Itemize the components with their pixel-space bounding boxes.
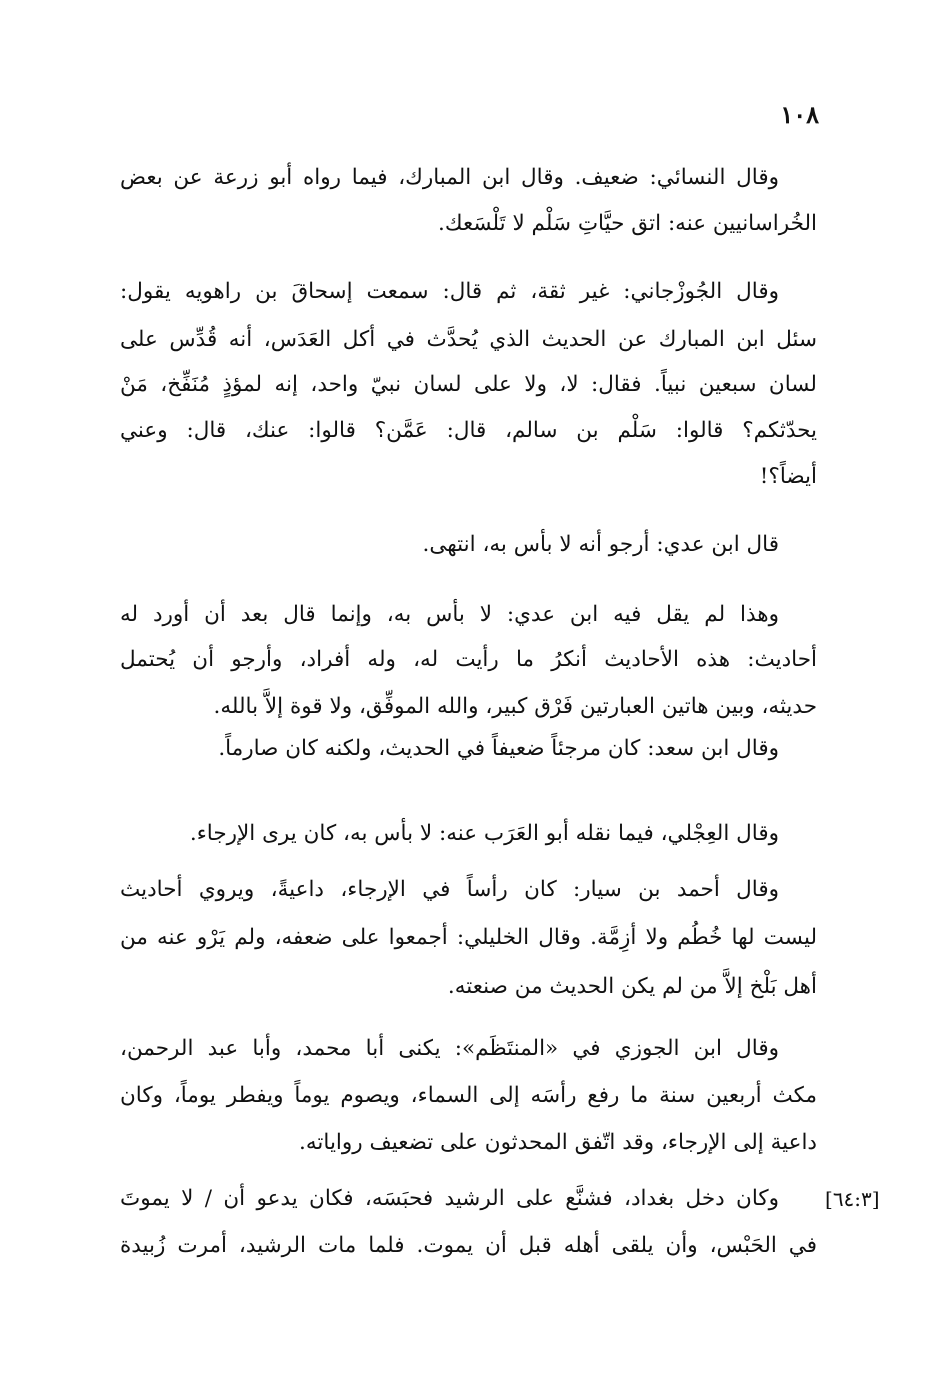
text-line: وقال أحمد بن سيار: كان رأساً في الإرجاء، داعيةً، ويروي أحاديث <box>120 877 779 902</box>
text-line: في الحَبْس، وأن يلقى أهله قبل أن يموت. فلما مات الرشيد، أمرت زُبيدة <box>120 1233 817 1258</box>
text-line: وقال العِجْلي، فيما نقله أبو العَرَب عنه: لا بأس به، كان يرى الإرجاء. <box>189 821 779 846</box>
text-line: أيضاً؟! <box>759 464 817 489</box>
margin-reference: [٦٤:٣] <box>825 1187 880 1211</box>
text-line: سئل ابن المبارك عن الحديث الذي يُحدَّث في أكل العَدَس، أنه قُدِّس على <box>120 327 817 352</box>
text-line: داعية إلى الإرجاء، وقد اتّفق المحدثون على تضعيف رواياته. <box>299 1130 817 1155</box>
text-line: لسان سبعين نبياً. فقال: لا، ولا على لسان نبيّ واحد، إنه لمؤذٍ مُنَفِّخ، مَنْ <box>120 372 817 397</box>
text-line: ليست لها خُطُم ولا أزِمَّة. وقال الخليلي: أجمعوا على ضعفه، ولم يَرْو عنه من <box>120 925 817 950</box>
text-line: وقال الجُوزْجاني: غير ثقة، ثم قال: سمعت إسحاقَ بن راهويه يقول: <box>120 279 779 304</box>
text-line: حديثه، وبين هاتين العبارتين فَرْق كبير، والله الموفِّق، ولا قوة إلاَّ بالله. <box>213 694 817 719</box>
text-line: وقال النسائي: ضعيف. وقال ابن المبارك، فيما رواه أبو زرعة عن بعض <box>120 165 779 190</box>
text-line: وقال ابن الجوزي في «المنتَظَم»: يكنى أبا محمد، وأبا عبد الرحمن، <box>120 1036 779 1061</box>
text-line: يحدّثكم؟ قالوا: سَلْم بن سالم، قال: عَمَّن؟ قالوا: عنك، قال: وعني <box>120 418 817 443</box>
text-line: قال ابن عدي: أرجو أنه لا بأس به، انتهى. <box>422 532 779 557</box>
text-line: أحاديث: هذه الأحاديث أنكرُ ما رأيت له، وله أفراد، وأرجو أن يُحتمل <box>120 647 817 672</box>
text-line: وقال ابن سعد: كان مرجئاً ضعيفاً في الحديث، ولكنه كان صارماً. <box>218 736 779 761</box>
text-line: أهل بَلْخ إلاَّ من لم يكن الحديث من صنعته. <box>447 974 817 999</box>
text-line: وهذا لم يقل فيه ابن عدي: لا بأس به، وإنما قال بعد أن أورد له <box>120 602 779 627</box>
text-line: وكان دخل بغداد، فشنَّع على الرشيد فحبَسَه، فكان يدعو أن / لا يموتَ <box>120 1186 779 1211</box>
page-number: ١٠٨ <box>780 100 819 129</box>
text-line: الخُراسانيين عنه: اتق حيَّاتِ سَلْم لا تَلْسَعك. <box>438 211 817 236</box>
text-line: مكث أربعين سنة ما رفع رأسَه إلى السماء، ويصوم يوماً ويفطر يوماً، وكان <box>120 1083 817 1108</box>
